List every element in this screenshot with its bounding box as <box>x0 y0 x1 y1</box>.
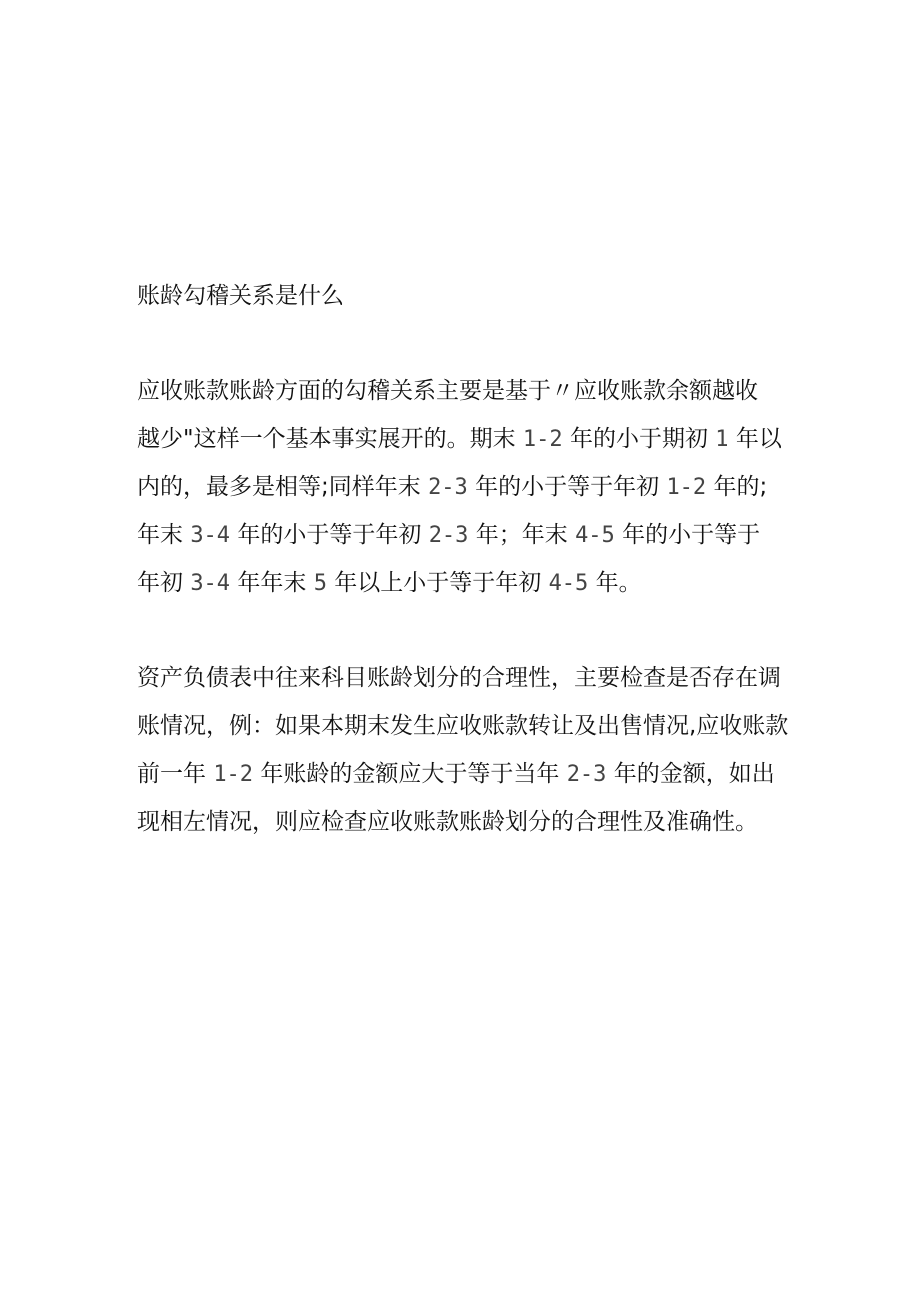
text-segment: 年。 <box>588 570 642 596</box>
paragraph-1-line-1 <box>137 375 758 407</box>
text-segment: 年的小于等于年初 <box>230 522 429 548</box>
text-segment: 账情况，例：如果本期末发生应收账款转让及出售情况,应收账款 <box>137 713 789 739</box>
text-segment: 年以上小于等于年初 <box>326 570 549 596</box>
year-range: 1 <box>715 427 729 452</box>
year-range: 3-4 <box>190 571 231 596</box>
text-segment: 年以 <box>728 426 782 452</box>
year-range: 4-5 <box>548 571 589 596</box>
text-segment: 现相左情况，则应检查应收账款账龄划分的合理性及准确性。 <box>137 809 758 835</box>
text-segment: 年年末 <box>230 570 314 596</box>
year-range: 5 <box>313 571 327 596</box>
text-segment: 年的小于等于 <box>614 522 761 548</box>
paragraph-2-line-1 <box>137 662 781 694</box>
year-range: 3-4 <box>190 523 231 548</box>
text-segment: 资产负债表中往来科目账龄划分的合理性，主要检查是否存在调 <box>137 665 781 691</box>
paragraph-2-line-2 <box>137 710 788 742</box>
text-segment: 年账龄的金额应大于等于当年 <box>253 761 567 787</box>
text-segment: 年的金额，如出 <box>606 761 775 787</box>
year-range: 2-3 <box>428 523 469 548</box>
paragraph-2-line-3 <box>137 758 775 791</box>
paragraph-2-line-4 <box>137 806 758 838</box>
document-title: 账龄勾稽关系是什么 <box>137 283 344 309</box>
year-range: 4-5 <box>575 523 615 548</box>
year-range: 1-2 <box>666 475 707 500</box>
paragraph-1-line-4 <box>137 519 760 552</box>
text-segment: 年初 <box>137 570 191 596</box>
text-segment: 应收账款账龄方面的勾稽关系主要是基于〃应收账款余额越收 <box>137 378 758 404</box>
text-segment: 年的小于期初 <box>562 426 716 452</box>
text-segment: 年末 <box>137 522 191 548</box>
text-segment: 年的小于等于年初 <box>467 474 667 500</box>
year-range: 1-2 <box>213 762 254 787</box>
year-range: 2-3 <box>428 475 468 500</box>
paragraph-1-line-3 <box>137 471 767 504</box>
text-segment: 年；年末 <box>468 522 576 548</box>
text-segment: 越少"这样一个基本事实展开的。期末 <box>137 426 523 452</box>
paragraph-1-line-5 <box>137 567 642 600</box>
text-segment: 前一年 <box>137 761 214 787</box>
text-segment: 内的，最多是相等;同样年末 <box>137 474 429 500</box>
year-range: 1-2 <box>522 427 563 452</box>
text-segment: 年的; <box>706 474 768 500</box>
year-range: 2-3 <box>566 762 607 787</box>
paragraph-1-line-2 <box>137 423 782 456</box>
